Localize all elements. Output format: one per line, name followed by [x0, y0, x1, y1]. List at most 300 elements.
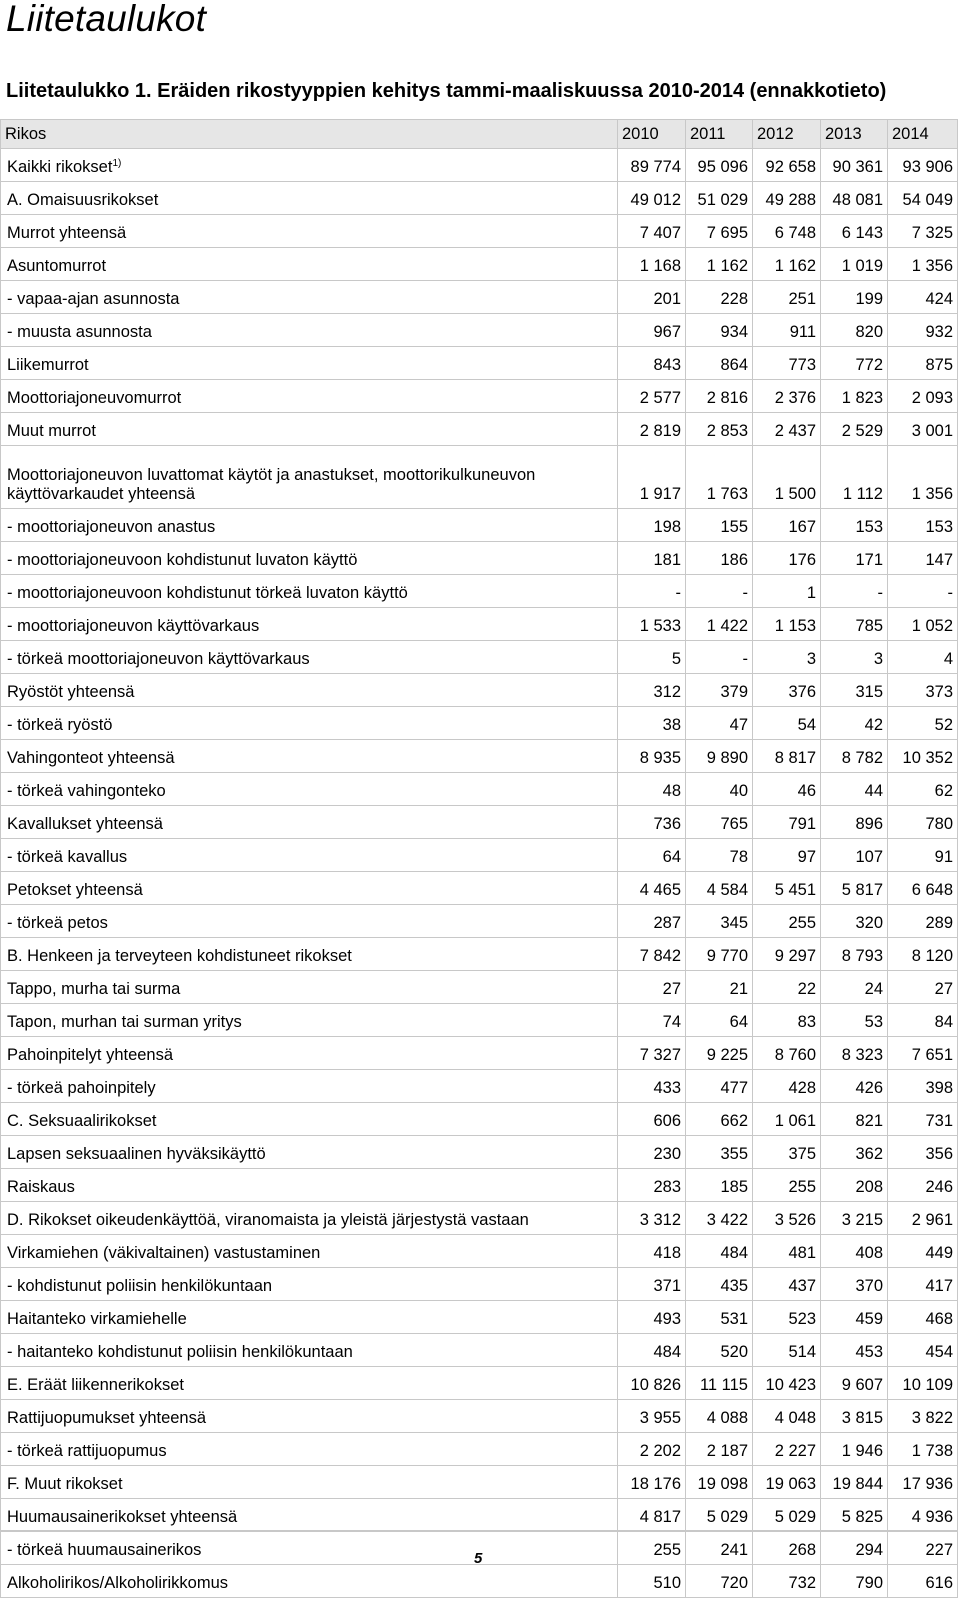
table-row	[1, 281, 958, 314]
value-cell-2011: 51 029	[686, 182, 753, 215]
value-cell-2014: 93 906	[888, 149, 958, 182]
row-label: Tappo, murha tai surma	[7, 980, 181, 998]
value-cell-2013: 821	[821, 1103, 888, 1136]
value-cell-2011: 435	[686, 1268, 753, 1301]
value-cell-2010: 1 917	[618, 446, 686, 509]
row-label: Alkoholirikos/Alkoholirikkomus	[7, 1574, 228, 1592]
table-row	[1, 1334, 958, 1367]
table-row	[1, 215, 958, 248]
value-cell-2013: 426	[821, 1070, 888, 1103]
value-cell-2012: 481	[753, 1235, 821, 1268]
value-cell-2010: 255	[618, 1532, 686, 1565]
value-cell-2012: 5 029	[753, 1499, 821, 1532]
value-cell-2012: 8 817	[753, 740, 821, 773]
value-cell-2012: 376	[753, 674, 821, 707]
value-cell-2011: 1 422	[686, 608, 753, 641]
value-cell-2012: 4 048	[753, 1400, 821, 1433]
row-label: Vahingonteot yhteensä	[7, 749, 175, 767]
row-label-cell	[1, 641, 618, 674]
row-label-cell	[1, 872, 618, 905]
row-label-cell	[1, 413, 618, 446]
value-cell-2011: 484	[686, 1235, 753, 1268]
value-cell-2014: 27	[888, 971, 958, 1004]
table-row	[1, 380, 958, 413]
value-cell-2011: 19 098	[686, 1466, 753, 1499]
row-label: E. Eräät liikennerikokset	[7, 1376, 184, 1394]
table-row	[1, 740, 958, 773]
value-cell-2011: 228	[686, 281, 753, 314]
value-cell-2011: 47	[686, 707, 753, 740]
column-header-year: 2011	[686, 120, 753, 149]
value-cell-2012: 773	[753, 347, 821, 380]
value-cell-2013: 53	[821, 1004, 888, 1037]
value-cell-2014: 1 052	[888, 608, 958, 641]
page-title: Liitetaulukot	[6, 0, 207, 39]
row-label: - törkeä petos	[7, 914, 108, 932]
value-cell-2010: 967	[618, 314, 686, 347]
value-cell-2012: 92 658	[753, 149, 821, 182]
table-row	[1, 1400, 958, 1433]
value-cell-2011: 9 770	[686, 938, 753, 971]
row-label-cell	[1, 839, 618, 872]
value-cell-2011: 64	[686, 1004, 753, 1037]
value-cell-2010: 49 012	[618, 182, 686, 215]
value-cell-2012: 1	[753, 575, 821, 608]
value-cell-2013: 370	[821, 1268, 888, 1301]
value-cell-2012: 46	[753, 773, 821, 806]
value-cell-2011: 477	[686, 1070, 753, 1103]
row-label-cell	[1, 608, 618, 641]
value-cell-2010: 433	[618, 1070, 686, 1103]
table-row	[1, 1367, 958, 1400]
footer-divider	[0, 1530, 957, 1531]
value-cell-2014: 2 961	[888, 1202, 958, 1235]
column-header-year: 2012	[753, 120, 821, 149]
table-row	[1, 149, 958, 182]
value-cell-2010: 74	[618, 1004, 686, 1037]
value-cell-2013: 5 817	[821, 872, 888, 905]
row-label-cell	[1, 1532, 618, 1565]
table-row	[1, 1136, 958, 1169]
row-label: Asuntomurrot	[7, 257, 107, 275]
value-cell-2014: 62	[888, 773, 958, 806]
value-cell-2010: 64	[618, 839, 686, 872]
value-cell-2012: 3 526	[753, 1202, 821, 1235]
value-cell-2011: 662	[686, 1103, 753, 1136]
value-cell-2011: 9 225	[686, 1037, 753, 1070]
value-cell-2014: 289	[888, 905, 958, 938]
value-cell-2014: 449	[888, 1235, 958, 1268]
column-header-crime: Rikos	[1, 120, 618, 149]
table-row	[1, 674, 958, 707]
value-cell-2013: 790	[821, 1565, 888, 1598]
value-cell-2014: 373	[888, 674, 958, 707]
row-label-cell	[1, 806, 618, 839]
value-cell-2011: -	[686, 641, 753, 674]
row-label: Lapsen seksuaalinen hyväksikäyttö	[7, 1145, 266, 1163]
row-label: Tapon, murhan tai surman yritys	[7, 1013, 242, 1031]
value-cell-2013: 1 112	[821, 446, 888, 509]
value-cell-2010: 18 176	[618, 1466, 686, 1499]
value-cell-2013: 44	[821, 773, 888, 806]
row-label: Pahoinpitelyt yhteensä	[7, 1046, 174, 1064]
row-label: - moottoriajoneuvoon kohdistunut törkeä luvaton käyttö	[7, 584, 408, 602]
row-label: Muut murrot	[7, 422, 96, 440]
row-label-cell	[1, 905, 618, 938]
table-row	[1, 1169, 958, 1202]
value-cell-2014: 1 356	[888, 248, 958, 281]
table-row	[1, 707, 958, 740]
value-cell-2011: 2 187	[686, 1433, 753, 1466]
value-cell-2012: 375	[753, 1136, 821, 1169]
value-cell-2012: 268	[753, 1532, 821, 1565]
value-cell-2010: 181	[618, 542, 686, 575]
row-label-cell	[1, 1235, 618, 1268]
row-label-cell	[1, 575, 618, 608]
value-cell-2011: 531	[686, 1301, 753, 1334]
row-label-cell	[1, 380, 618, 413]
value-cell-2013: 1 823	[821, 380, 888, 413]
row-label-cell	[1, 1367, 618, 1400]
value-cell-2010: 2 577	[618, 380, 686, 413]
row-label: - törkeä moottoriajoneuvon käyttövarkaus	[7, 650, 310, 668]
value-cell-2012: 8 760	[753, 1037, 821, 1070]
value-cell-2014: 424	[888, 281, 958, 314]
value-cell-2010: 371	[618, 1268, 686, 1301]
value-cell-2011: 1 162	[686, 248, 753, 281]
value-cell-2013: 5 825	[821, 1499, 888, 1532]
value-cell-2010: 493	[618, 1301, 686, 1334]
value-cell-2011: 720	[686, 1565, 753, 1598]
value-cell-2014: 780	[888, 806, 958, 839]
value-cell-2011: 1 763	[686, 446, 753, 509]
value-cell-2010: 287	[618, 905, 686, 938]
value-cell-2013: -	[821, 575, 888, 608]
value-cell-2010: -	[618, 575, 686, 608]
table-row	[1, 446, 958, 509]
row-label: Petokset yhteensä	[7, 881, 143, 899]
table-row	[1, 1499, 958, 1532]
value-cell-2014: 227	[888, 1532, 958, 1565]
value-cell-2010: 1 533	[618, 608, 686, 641]
value-cell-2011: 3 422	[686, 1202, 753, 1235]
value-cell-2014: 3 001	[888, 413, 958, 446]
value-cell-2014: 731	[888, 1103, 958, 1136]
value-cell-2014: 7 651	[888, 1037, 958, 1070]
value-cell-2011: 11 115	[686, 1367, 753, 1400]
value-cell-2011: 241	[686, 1532, 753, 1565]
value-cell-2012: 5 451	[753, 872, 821, 905]
value-cell-2012: 2 376	[753, 380, 821, 413]
table-row	[1, 641, 958, 674]
row-label-cell	[1, 1268, 618, 1301]
value-cell-2012: 523	[753, 1301, 821, 1334]
table-row	[1, 938, 958, 971]
value-cell-2012: 10 423	[753, 1367, 821, 1400]
row-label: C. Seksuaalirikokset	[7, 1112, 157, 1130]
value-cell-2012: 22	[753, 971, 821, 1004]
table-row	[1, 1070, 958, 1103]
table-row	[1, 1037, 958, 1070]
value-cell-2011: 4 088	[686, 1400, 753, 1433]
value-cell-2013: 320	[821, 905, 888, 938]
value-cell-2010: 201	[618, 281, 686, 314]
value-cell-2014: 246	[888, 1169, 958, 1202]
table-row	[1, 1235, 958, 1268]
row-label-cell	[1, 1004, 618, 1037]
value-cell-2014: 1 356	[888, 446, 958, 509]
row-label-cell	[1, 281, 618, 314]
row-label-cell	[1, 1433, 618, 1466]
row-label-cell	[1, 1103, 618, 1136]
value-cell-2012: 251	[753, 281, 821, 314]
value-cell-2013: 9 607	[821, 1367, 888, 1400]
value-cell-2014: 4	[888, 641, 958, 674]
value-cell-2014: 10 109	[888, 1367, 958, 1400]
table-row	[1, 839, 958, 872]
value-cell-2010: 843	[618, 347, 686, 380]
row-label-cell	[1, 1499, 618, 1532]
value-cell-2010: 484	[618, 1334, 686, 1367]
table-row	[1, 1004, 958, 1037]
value-cell-2010: 10 826	[618, 1367, 686, 1400]
value-cell-2012: 83	[753, 1004, 821, 1037]
value-cell-2014: 468	[888, 1301, 958, 1334]
value-cell-2011: 155	[686, 509, 753, 542]
value-cell-2014: 398	[888, 1070, 958, 1103]
value-cell-2010: 7 842	[618, 938, 686, 971]
value-cell-2012: 1 153	[753, 608, 821, 641]
value-cell-2012: 428	[753, 1070, 821, 1103]
crime-statistics-table	[0, 119, 958, 1598]
value-cell-2011: -	[686, 575, 753, 608]
table-row	[1, 1433, 958, 1466]
value-cell-2010: 606	[618, 1103, 686, 1136]
value-cell-2013: 24	[821, 971, 888, 1004]
value-cell-2010: 89 774	[618, 149, 686, 182]
value-cell-2013: 48 081	[821, 182, 888, 215]
value-cell-2012: 255	[753, 905, 821, 938]
value-cell-2012: 911	[753, 314, 821, 347]
row-label-cell	[1, 740, 618, 773]
value-cell-2013: 459	[821, 1301, 888, 1334]
value-cell-2014: 147	[888, 542, 958, 575]
table-row	[1, 773, 958, 806]
value-cell-2012: 732	[753, 1565, 821, 1598]
row-label: Kavallukset yhteensä	[7, 815, 163, 833]
value-cell-2014: 2 093	[888, 380, 958, 413]
value-cell-2012: 49 288	[753, 182, 821, 215]
value-cell-2013: 362	[821, 1136, 888, 1169]
value-cell-2011: 2 816	[686, 380, 753, 413]
row-label-cell	[1, 248, 618, 281]
table-body	[1, 149, 958, 1598]
value-cell-2010: 1 168	[618, 248, 686, 281]
value-cell-2010: 2 819	[618, 413, 686, 446]
table-row	[1, 971, 958, 1004]
row-label-cell	[1, 509, 618, 542]
value-cell-2012: 1 500	[753, 446, 821, 509]
row-label: Raiskaus	[7, 1178, 75, 1196]
row-label-cell	[1, 446, 618, 509]
row-label-continued: käyttövarkaudet yhteensä	[7, 485, 196, 503]
row-label: - törkeä rattijuopumus	[7, 1442, 167, 1460]
table-row	[1, 542, 958, 575]
table-row	[1, 248, 958, 281]
row-label: F. Muut rikokset	[7, 1475, 123, 1493]
row-label-cell	[1, 773, 618, 806]
value-cell-2011: 765	[686, 806, 753, 839]
row-label-cell	[1, 1070, 618, 1103]
value-cell-2011: 9 890	[686, 740, 753, 773]
row-label: - törkeä huumausainerikos	[7, 1541, 202, 1559]
value-cell-2010: 4 465	[618, 872, 686, 905]
value-cell-2012: 6 748	[753, 215, 821, 248]
table-title: Liitetaulukko 1. Eräiden rikostyyppien kehitys tammi-maaliskuussa 2010-2014 (ennakkotieto)	[6, 80, 887, 102]
value-cell-2012: 791	[753, 806, 821, 839]
value-cell-2014: 54 049	[888, 182, 958, 215]
value-cell-2012: 1 061	[753, 1103, 821, 1136]
value-cell-2010: 418	[618, 1235, 686, 1268]
row-label: B. Henkeen ja terveyteen kohdistuneet rikokset	[7, 947, 352, 965]
value-cell-2013: 107	[821, 839, 888, 872]
value-cell-2012: 167	[753, 509, 821, 542]
value-cell-2011: 186	[686, 542, 753, 575]
value-cell-2013: 896	[821, 806, 888, 839]
value-cell-2013: 1 946	[821, 1433, 888, 1466]
value-cell-2013: 408	[821, 1235, 888, 1268]
table-row	[1, 413, 958, 446]
value-cell-2013: 3 815	[821, 1400, 888, 1433]
row-label: Virkamiehen (väkivaltainen) vastustaminen	[7, 1244, 321, 1262]
value-cell-2012: 97	[753, 839, 821, 872]
value-cell-2013: 785	[821, 608, 888, 641]
row-label: Kaikki rikokset	[7, 158, 113, 176]
value-cell-2011: 185	[686, 1169, 753, 1202]
value-cell-2013: 171	[821, 542, 888, 575]
value-cell-2014: 17 936	[888, 1466, 958, 1499]
row-label: Murrot yhteensä	[7, 224, 127, 242]
value-cell-2014: 52	[888, 707, 958, 740]
value-cell-2010: 2 202	[618, 1433, 686, 1466]
value-cell-2010: 7 407	[618, 215, 686, 248]
column-header-year: 2014	[888, 120, 958, 149]
page-number: 5	[474, 1550, 483, 1567]
row-label-cell	[1, 707, 618, 740]
value-cell-2013: 294	[821, 1532, 888, 1565]
value-cell-2010: 510	[618, 1565, 686, 1598]
value-cell-2012: 2 227	[753, 1433, 821, 1466]
value-cell-2012: 19 063	[753, 1466, 821, 1499]
table-row	[1, 347, 958, 380]
table-row	[1, 1466, 958, 1499]
value-cell-2010: 48	[618, 773, 686, 806]
value-cell-2011: 7 695	[686, 215, 753, 248]
value-cell-2012: 1 162	[753, 248, 821, 281]
table-row	[1, 905, 958, 938]
value-cell-2010: 27	[618, 971, 686, 1004]
value-cell-2013: 3	[821, 641, 888, 674]
column-header-year: 2013	[821, 120, 888, 149]
value-cell-2011: 95 096	[686, 149, 753, 182]
footnote-marker: 1)	[112, 158, 122, 169]
value-cell-2010: 230	[618, 1136, 686, 1169]
value-cell-2010: 8 935	[618, 740, 686, 773]
value-cell-2013: 42	[821, 707, 888, 740]
row-label: Liikemurrot	[7, 356, 89, 374]
value-cell-2014: 7 325	[888, 215, 958, 248]
table-row	[1, 182, 958, 215]
value-cell-2014: 3 822	[888, 1400, 958, 1433]
value-cell-2011: 2 853	[686, 413, 753, 446]
row-label-cell	[1, 149, 618, 182]
value-cell-2014: 153	[888, 509, 958, 542]
value-cell-2014: 356	[888, 1136, 958, 1169]
row-label: - törkeä vahingonteko	[7, 782, 166, 800]
row-label: - moottoriajoneuvon anastus	[7, 518, 216, 536]
value-cell-2011: 78	[686, 839, 753, 872]
value-cell-2010: 4 817	[618, 1499, 686, 1532]
row-label: A. Omaisuusrikokset	[7, 191, 159, 209]
row-label-cell	[1, 215, 618, 248]
value-cell-2013: 3 215	[821, 1202, 888, 1235]
value-cell-2012: 3	[753, 641, 821, 674]
row-label: Rattijuopumukset yhteensä	[7, 1409, 207, 1427]
value-cell-2014: 875	[888, 347, 958, 380]
row-label-cell	[1, 1334, 618, 1367]
row-label-cell	[1, 542, 618, 575]
row-label: Huumausainerikokset yhteensä	[7, 1508, 238, 1526]
value-cell-2013: 153	[821, 509, 888, 542]
table-row	[1, 575, 958, 608]
value-cell-2013: 6 143	[821, 215, 888, 248]
value-cell-2014: 4 936	[888, 1499, 958, 1532]
value-cell-2013: 772	[821, 347, 888, 380]
row-label-cell	[1, 314, 618, 347]
table-row	[1, 1301, 958, 1334]
row-label-cell	[1, 1037, 618, 1070]
value-cell-2014: 6 648	[888, 872, 958, 905]
value-cell-2011: 355	[686, 1136, 753, 1169]
value-cell-2011: 40	[686, 773, 753, 806]
value-cell-2012: 54	[753, 707, 821, 740]
value-cell-2012: 2 437	[753, 413, 821, 446]
value-cell-2011: 21	[686, 971, 753, 1004]
row-label-cell	[1, 938, 618, 971]
table-row	[1, 1565, 958, 1598]
row-label: - haitanteko kohdistunut poliisin henkilökuntaan	[7, 1343, 353, 1361]
value-cell-2013: 1 019	[821, 248, 888, 281]
table-row	[1, 1103, 958, 1136]
row-label: Moottoriajoneuvomurrot	[7, 389, 182, 407]
value-cell-2014: 417	[888, 1268, 958, 1301]
value-cell-2011: 520	[686, 1334, 753, 1367]
value-cell-2013: 8 782	[821, 740, 888, 773]
value-cell-2013: 453	[821, 1334, 888, 1367]
row-label-cell	[1, 1301, 618, 1334]
column-header-year: 2010	[618, 120, 686, 149]
row-label: D. Rikokset oikeudenkäyttöä, viranomaista ja yleistä järjestystä vastaan	[7, 1211, 529, 1229]
row-label: Moottoriajoneuvon luvattomat käytöt ja anastukset, moottorikulkuneuvon	[7, 466, 536, 484]
row-label-cell	[1, 1400, 618, 1433]
row-label-cell	[1, 1202, 618, 1235]
table-row	[1, 872, 958, 905]
value-cell-2010: 5	[618, 641, 686, 674]
row-label: - vapaa-ajan asunnosta	[7, 290, 180, 308]
row-label: - törkeä kavallus	[7, 848, 128, 866]
value-cell-2010: 38	[618, 707, 686, 740]
table-row	[1, 314, 958, 347]
